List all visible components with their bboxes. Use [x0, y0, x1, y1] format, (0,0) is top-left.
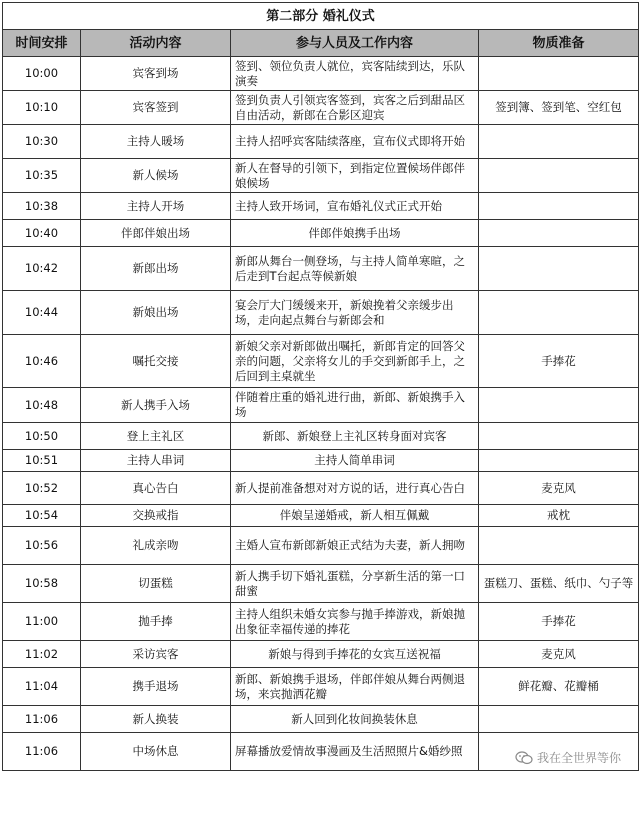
row-material: 蛋糕刀、蛋糕、纸巾、勺子等 [479, 565, 639, 603]
row-material: 手捧花 [479, 335, 639, 388]
row-activity: 宾客到场 [81, 57, 231, 91]
row-description: 伴随着庄重的婚礼进行曲，新郎、新娘携手入场 [231, 388, 479, 423]
row-activity: 主持人串词 [81, 450, 231, 472]
row-activity: 登上主礼区 [81, 423, 231, 450]
row-activity: 伴郎伴娘出场 [81, 220, 231, 247]
row-time: 10:35 [3, 159, 81, 193]
row-material: 麦克风 [479, 641, 639, 668]
row-time: 10:54 [3, 505, 81, 527]
row-activity: 新人换装 [81, 706, 231, 733]
schedule-body [3, 57, 639, 771]
row-material [479, 125, 639, 159]
row-description: 屏幕播放爱情故事漫画及生活照照片&婚纱照 [231, 733, 479, 771]
row-activity: 新娘出场 [81, 291, 231, 335]
table-row [3, 91, 639, 125]
table-row [3, 57, 639, 91]
table-row [3, 423, 639, 450]
header-row [3, 30, 639, 57]
table-row [3, 706, 639, 733]
row-material [479, 159, 639, 193]
row-activity: 采访宾客 [81, 641, 231, 668]
row-description: 新人在督导的引领下，到指定位置候场伴郎伴娘候场 [231, 159, 479, 193]
row-time: 10:10 [3, 91, 81, 125]
row-time: 10:46 [3, 335, 81, 388]
row-description: 伴郎伴娘携手出场 [231, 220, 479, 247]
row-description: 新人回到化妆间换装休息 [231, 706, 479, 733]
header-activity: 活动内容 [81, 30, 231, 57]
row-time: 10:58 [3, 565, 81, 603]
header-time: 时间安排 [3, 30, 81, 57]
row-activity: 主持人开场 [81, 193, 231, 220]
row-material: 麦克风 [479, 472, 639, 505]
row-description: 新郎、新娘登上主礼区转身面对宾客 [231, 423, 479, 450]
table-row [3, 125, 639, 159]
table-row [3, 668, 639, 706]
row-description: 伴娘呈递婚戒，新人相互佩戴 [231, 505, 479, 527]
row-time: 10:52 [3, 472, 81, 505]
row-activity: 携手退场 [81, 668, 231, 706]
row-activity: 主持人暖场 [81, 125, 231, 159]
table-row [3, 291, 639, 335]
table-row [3, 388, 639, 423]
schedule-table [2, 2, 639, 771]
row-activity: 礼成亲吻 [81, 527, 231, 565]
row-material: 签到簿、签到笔、空红包 [479, 91, 639, 125]
row-time: 10:00 [3, 57, 81, 91]
row-activity: 真心告白 [81, 472, 231, 505]
row-description: 宴会厅大门缓缓来开，新娘挽着父亲缓步出场，走向起点舞台与新郎会和 [231, 291, 479, 335]
row-material [479, 450, 639, 472]
row-description: 签到负责人引领宾客签到，宾客之后到甜品区自由活动，新郎在合影区迎宾 [231, 91, 479, 125]
watermark [512, 748, 624, 767]
watermark-text: 我在全世界等你 [536, 751, 621, 765]
table-row [3, 450, 639, 472]
schedule-sheet [2, 2, 638, 771]
row-time: 11:00 [3, 603, 81, 641]
table-row [3, 193, 639, 220]
row-activity: 新人携手入场 [81, 388, 231, 423]
row-time: 11:06 [3, 733, 81, 771]
row-activity: 交换戒指 [81, 505, 231, 527]
row-time: 10:56 [3, 527, 81, 565]
table-row [3, 641, 639, 668]
table-row [3, 472, 639, 505]
row-time: 10:48 [3, 388, 81, 423]
row-time: 11:06 [3, 706, 81, 733]
row-description: 主持人组织未婚女宾参与抛手捧游戏，新娘抛出象征幸福传递的捧花 [231, 603, 479, 641]
table-row [3, 527, 639, 565]
header-materials: 物质准备 [479, 30, 639, 57]
row-activity: 新人候场 [81, 159, 231, 193]
row-time: 10:51 [3, 450, 81, 472]
row-time: 10:50 [3, 423, 81, 450]
row-material: 手捧花 [479, 603, 639, 641]
row-time: 11:02 [3, 641, 81, 668]
row-activity: 抛手捧 [81, 603, 231, 641]
row-activity: 切蛋糕 [81, 565, 231, 603]
table-row [3, 505, 639, 527]
row-description: 主持人招呼宾客陆续落座，宣布仪式即将开始 [231, 125, 479, 159]
row-material: 鲜花瓣、花瓣桶 [479, 668, 639, 706]
row-activity: 中场休息 [81, 733, 231, 771]
row-time: 10:44 [3, 291, 81, 335]
table-row [3, 603, 639, 641]
row-description: 新人提前准备想对对方说的话，进行真心告白 [231, 472, 479, 505]
header-participants: 参与人员及工作内容 [231, 30, 479, 57]
wechat-icon [515, 751, 533, 765]
row-activity: 嘱托交接 [81, 335, 231, 388]
row-activity: 新郎出场 [81, 247, 231, 291]
row-material [479, 220, 639, 247]
row-time: 10:42 [3, 247, 81, 291]
row-time: 11:04 [3, 668, 81, 706]
row-material [479, 527, 639, 565]
row-description: 主婚人宣布新郎新娘正式结为夫妻，新人拥吻 [231, 527, 479, 565]
row-material: 戒枕 [479, 505, 639, 527]
row-description: 新郎、新娘携手退场，伴郎伴娘从舞台两侧退场，来宾抛洒花瓣 [231, 668, 479, 706]
row-description: 新娘与得到手捧花的女宾互送祝福 [231, 641, 479, 668]
row-time: 10:30 [3, 125, 81, 159]
row-description: 主持人简单串词 [231, 450, 479, 472]
row-description: 主持人致开场词，宣布婚礼仪式正式开始 [231, 193, 479, 220]
row-activity: 宾客签到 [81, 91, 231, 125]
row-material [479, 193, 639, 220]
row-material [479, 706, 639, 733]
row-time: 10:40 [3, 220, 81, 247]
row-description: 签到、领位负责人就位，宾客陆续到达，乐队演奏 [231, 57, 479, 91]
row-description: 新郎从舞台一侧登场，与主持人简单寒暄，之后走到T台起点等候新娘 [231, 247, 479, 291]
table-row [3, 565, 639, 603]
section-title: 第二部分 婚礼仪式 [3, 3, 639, 30]
row-material [479, 247, 639, 291]
row-material [479, 388, 639, 423]
row-material [479, 423, 639, 450]
row-material [479, 291, 639, 335]
table-row [3, 335, 639, 388]
table-row [3, 247, 639, 291]
row-material [479, 57, 639, 91]
row-time: 10:38 [3, 193, 81, 220]
row-description: 新人携手切下婚礼蛋糕，分享新生活的第一口甜蜜 [231, 565, 479, 603]
table-row [3, 220, 639, 247]
row-description: 新娘父亲对新郎做出嘱托，新郎肯定的回答父亲的问题，父亲将女儿的手交到新郎手上，之后回到主桌就坐 [231, 335, 479, 388]
table-row [3, 159, 639, 193]
